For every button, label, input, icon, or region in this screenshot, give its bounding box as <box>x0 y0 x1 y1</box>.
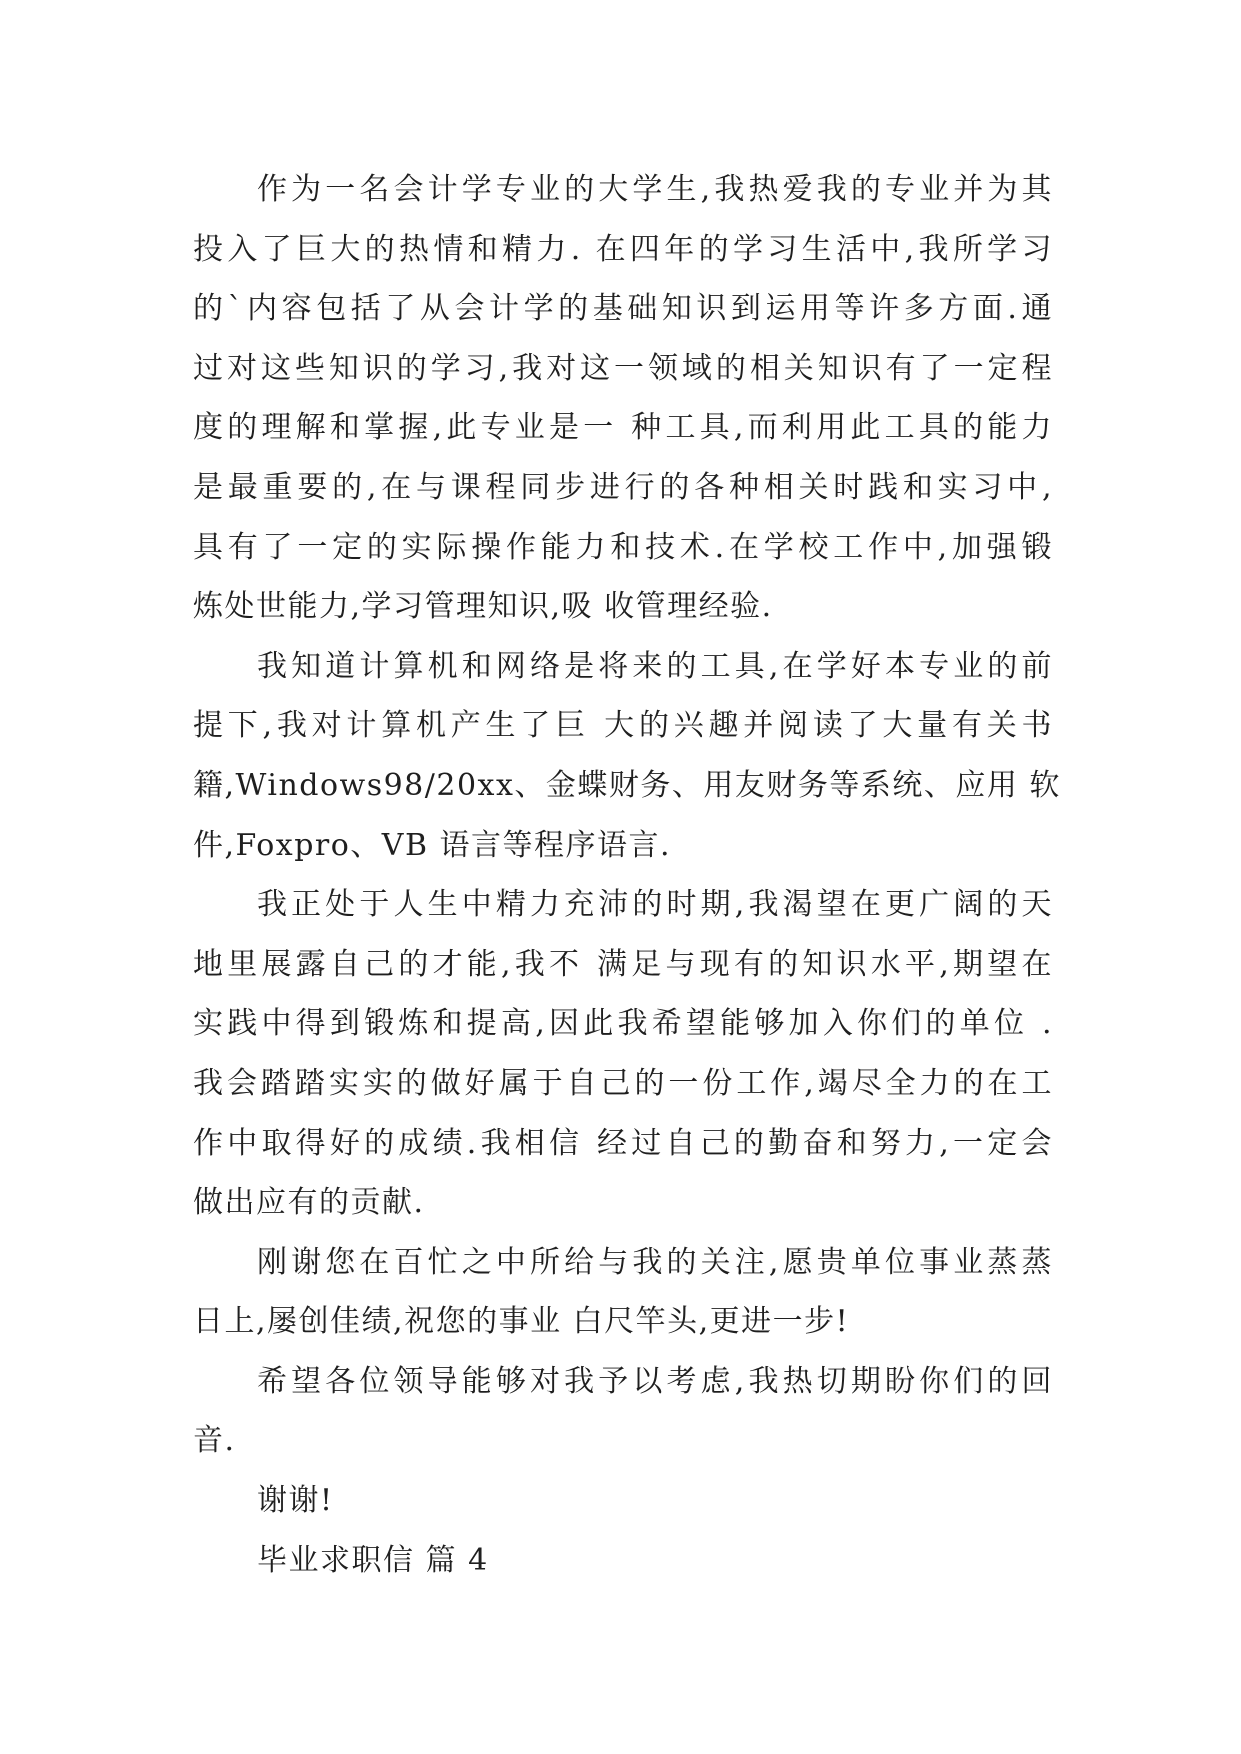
paragraph-3-line-5: 作中取得好的成绩.我相信 经过自己的勤奋和努力,一定会 <box>193 1125 1053 1161</box>
paragraph-4-line-1: 刚谢您在百忙之中所给与我的关注,愿贵单位事业蒸蒸 <box>257 1244 1053 1280</box>
paragraph-1-line-1: 作为一名会计学专业的大学生,我热爱我的专业并为其 <box>257 172 1053 207</box>
paragraph-1-line-2: 投入了巨大的热情和精力. 在四年的学习生活中,我所学习 <box>193 231 1053 267</box>
paragraph-3-line-6: 做出应有的贡献. <box>193 1185 425 1221</box>
paragraph-2-line-2: 提下,我对计算机产生了巨 大的兴趣并阅读了大量有关书 <box>193 708 1053 744</box>
paragraph-1-line-6: 是最重要的,在与课程同步进行的各种相关时践和实习中, <box>193 469 1053 505</box>
paragraph-1-line-8: 炼处世能力,学习管理知识,吸 收管理经验. <box>193 589 773 625</box>
letter-body <box>193 160 1061 1590</box>
paragraph-1-line-4: 过对这些知识的学习,我对这一领域的相关知识有了一定程 <box>193 350 1053 386</box>
paragraph-3-line-4: 我会踏踏实实的做好属于自己的一份工作,竭尽全力的在工 <box>193 1065 1053 1101</box>
paragraph-2-line-4: 件,Foxpro、VB 语言等程序语言. <box>193 827 672 863</box>
paragraph-5-line-1: 希望各位领导能够对我予以考虑,我热切期盼你们的回 <box>257 1363 1053 1399</box>
paragraph-1-line-3: 的`内容包括了从会计学的基础知识到运用等许多方面.通 <box>193 291 1053 327</box>
closing-thanks: 谢谢! <box>257 1483 334 1519</box>
paragraph-3-line-2: 地里展露自己的才能,我不 满足与现有的知识水平,期望在 <box>193 946 1053 982</box>
next-section-heading: 毕业求职信 篇 4 <box>257 1542 489 1578</box>
paragraph-1-line-5: 度的理解和掌握,此专业是一 种工具,而利用此工具的能力 <box>193 410 1053 446</box>
paragraph-5-line-2: 音. <box>193 1423 236 1459</box>
paragraph-3-line-1: 我正处于人生中精力充沛的时期,我渴望在更广阔的天 <box>257 887 1053 923</box>
paragraph-2-line-3: 籍,Windows98/20xx、金蝶财务、用友财务等系统、应用 软 <box>193 767 1061 803</box>
paragraph-2-line-1: 我知道计算机和网络是将来的工具,在学好本专业的前 <box>257 648 1053 684</box>
paragraph-1-line-7: 具有了一定的实际操作能力和技术.在学校工作中,加强锻 <box>193 529 1053 565</box>
paragraph-4-line-2: 日上,屡创佳绩,祝您的事业 白尺竿头,更进一步! <box>193 1304 850 1340</box>
paragraph-3-line-3: 实践中得到锻炼和提高,因此我希望能够加入你们的单位 . <box>193 1006 1053 1042</box>
